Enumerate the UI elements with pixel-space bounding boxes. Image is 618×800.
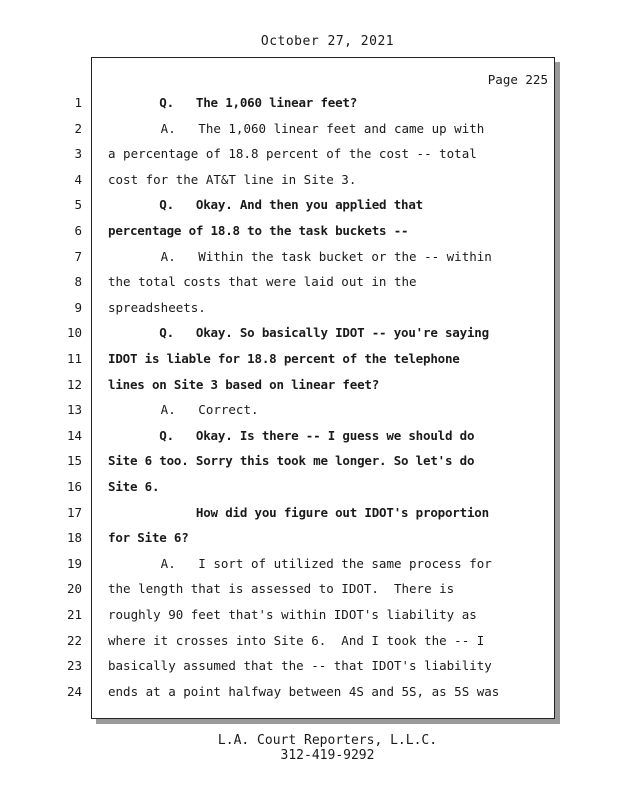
line-number: 21 [66,607,82,622]
line-number: 22 [66,633,82,648]
transcript-line-text: cost for the AT&T line in Site 3. [108,172,357,187]
line-number: 23 [66,658,82,673]
line-number: 16 [66,479,82,494]
line-number: 8 [74,274,82,289]
transcript-line-text: where it crosses into Site 6. And I took the -- I [108,633,485,648]
page-number: Page 225 [487,72,548,87]
line-number: 6 [74,223,82,238]
footer-company: L.A. Court Reporters, L.L.C. [217,733,438,748]
transcript-line-text: basically assumed that the -- that IDOT's liability [108,658,492,673]
line-number: 15 [66,453,82,468]
line-number: 1 [74,95,82,110]
line-number: 7 [74,249,82,264]
header-date: October 27, 2021 [260,34,395,49]
transcript-line-text: the total costs that were laid out in the [108,274,417,289]
transcript-line-text: IDOT is liable for 18.8 percent of the telephone [108,351,460,366]
transcript-line-text: roughly 90 feet that's within IDOT's liability as [108,607,477,622]
line-number: 5 [74,197,82,212]
transcript-line-text: the length that is assessed to IDOT. There is [108,581,455,596]
line-number: 13 [66,402,82,417]
transcript-line-text: ends at a point halfway between 4S and 5S, as 5S was [108,684,500,699]
transcript-line-text: Site 6 too. Sorry this took me longer. So let's do [108,453,475,468]
transcript-line-text: lines on Site 3 based on linear feet? [108,377,380,392]
transcript-line-text: a percentage of 18.8 percent of the cost -- total [108,146,477,161]
line-number: 19 [66,556,82,571]
line-number: 14 [66,428,82,443]
transcript-line-text: How did you figure out IDOT's proportion [108,505,489,520]
line-number: 24 [66,684,82,699]
line-number: 18 [66,530,82,545]
line-number: 9 [74,300,82,315]
line-number: 12 [66,377,82,392]
footer-phone: 312-419-9292 [280,748,375,763]
line-number: 4 [74,172,82,187]
transcript-line-text: Q. Okay. And then you applied that [108,197,424,212]
transcript-line-text: Q. Okay. So basically IDOT -- you're saying [108,325,489,340]
transcript-line-text: A. I sort of utilized the same process for [108,556,492,571]
transcript-line-text: A. Within the task bucket or the -- within [108,249,492,264]
line-number: 10 [66,325,82,340]
transcript-line-text: A. The 1,060 linear feet and came up with [108,121,485,136]
transcript-line-text: A. Correct. [108,402,259,417]
transcript-line-text: for Site 6? [108,530,189,545]
line-number: 17 [66,505,82,520]
line-number: 20 [66,581,82,596]
transcript-line-text: Site 6. [108,479,160,494]
transcript-line-text: spreadsheets. [108,300,206,315]
transcript-line-text: percentage of 18.8 to the task buckets -- [108,223,409,238]
line-number: 2 [74,121,82,136]
transcript-line-text: Q. The 1,060 linear feet? [108,95,358,110]
line-number: 11 [66,351,82,366]
transcript-line-text: Q. Okay. Is there -- I guess we should do [108,428,475,443]
line-number: 3 [74,146,82,161]
